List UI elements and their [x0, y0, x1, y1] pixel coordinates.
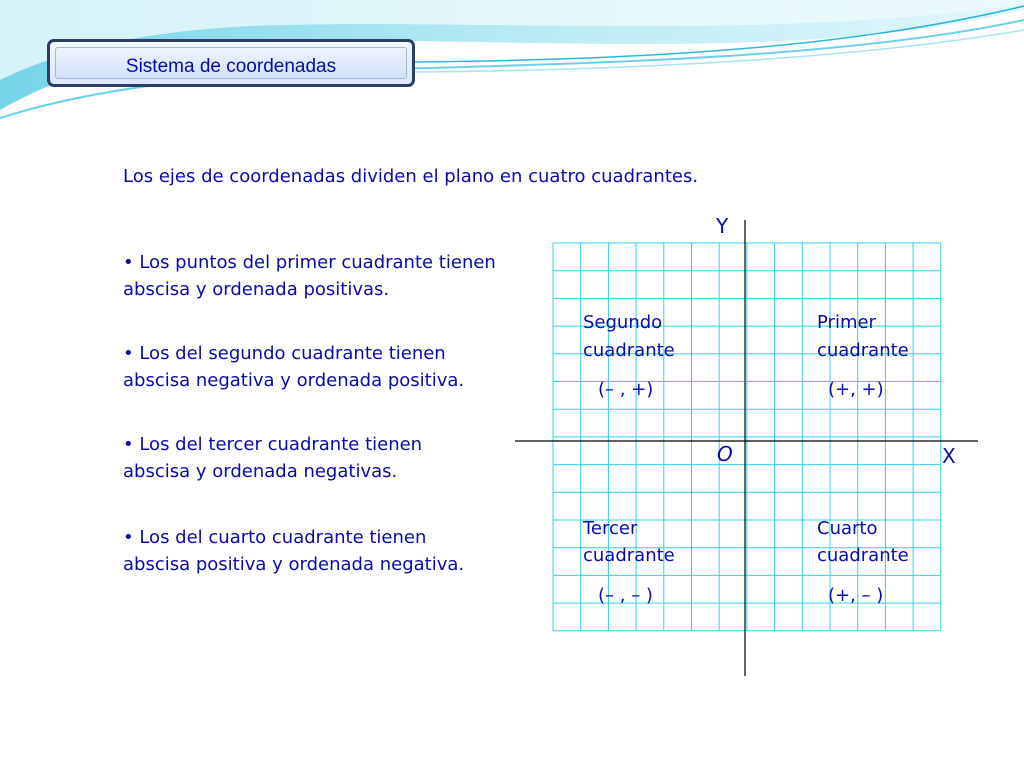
- grid: [553, 243, 941, 631]
- second-quadrant-signs: (– , +): [598, 379, 654, 400]
- bullet-first-quadrant: • Los puntos del primer cuadrante tienen abscisa y ordenada positivas.: [123, 252, 496, 300]
- intro-text: Los ejes de coordenadas dividen el plano en cuatro cuadrantes.: [123, 166, 699, 187]
- slide-title: Sistema de coordenadas: [125, 56, 337, 77]
- x-axis-label: X: [942, 444, 956, 468]
- bullet-fourth-quadrant: • Los del cuarto cuadrante tienen abscisa positiva y ordenada negativa.: [123, 527, 465, 575]
- y-axis-label: Y: [716, 214, 729, 238]
- third-quadrant-signs: (– , – ): [598, 585, 653, 606]
- third-quadrant-name: Tercer: [583, 518, 638, 539]
- first-quadrant-name: Primer: [817, 312, 876, 333]
- first-quadrant-signs: (+, +): [828, 379, 884, 400]
- second-quadrant-name: Segundo: [583, 312, 663, 333]
- fourth-quadrant-word: cuadrante: [817, 545, 909, 566]
- bullet-second-quadrant: • Los del segundo cuadrante tienen abscisa negativa y ordenada positiva.: [123, 343, 465, 391]
- origin-label: O: [717, 442, 733, 466]
- first-quadrant-word: cuadrante: [817, 340, 909, 361]
- fourth-quadrant-signs: (+, – ): [828, 585, 884, 606]
- bullet-third-quadrant: • Los del tercer cuadrante tienen abscisa y ordenada negativas.: [123, 434, 423, 482]
- third-quadrant-word: cuadrante: [583, 545, 675, 566]
- second-quadrant-word: cuadrante: [583, 340, 675, 361]
- fourth-quadrant-name: Cuarto: [817, 518, 878, 539]
